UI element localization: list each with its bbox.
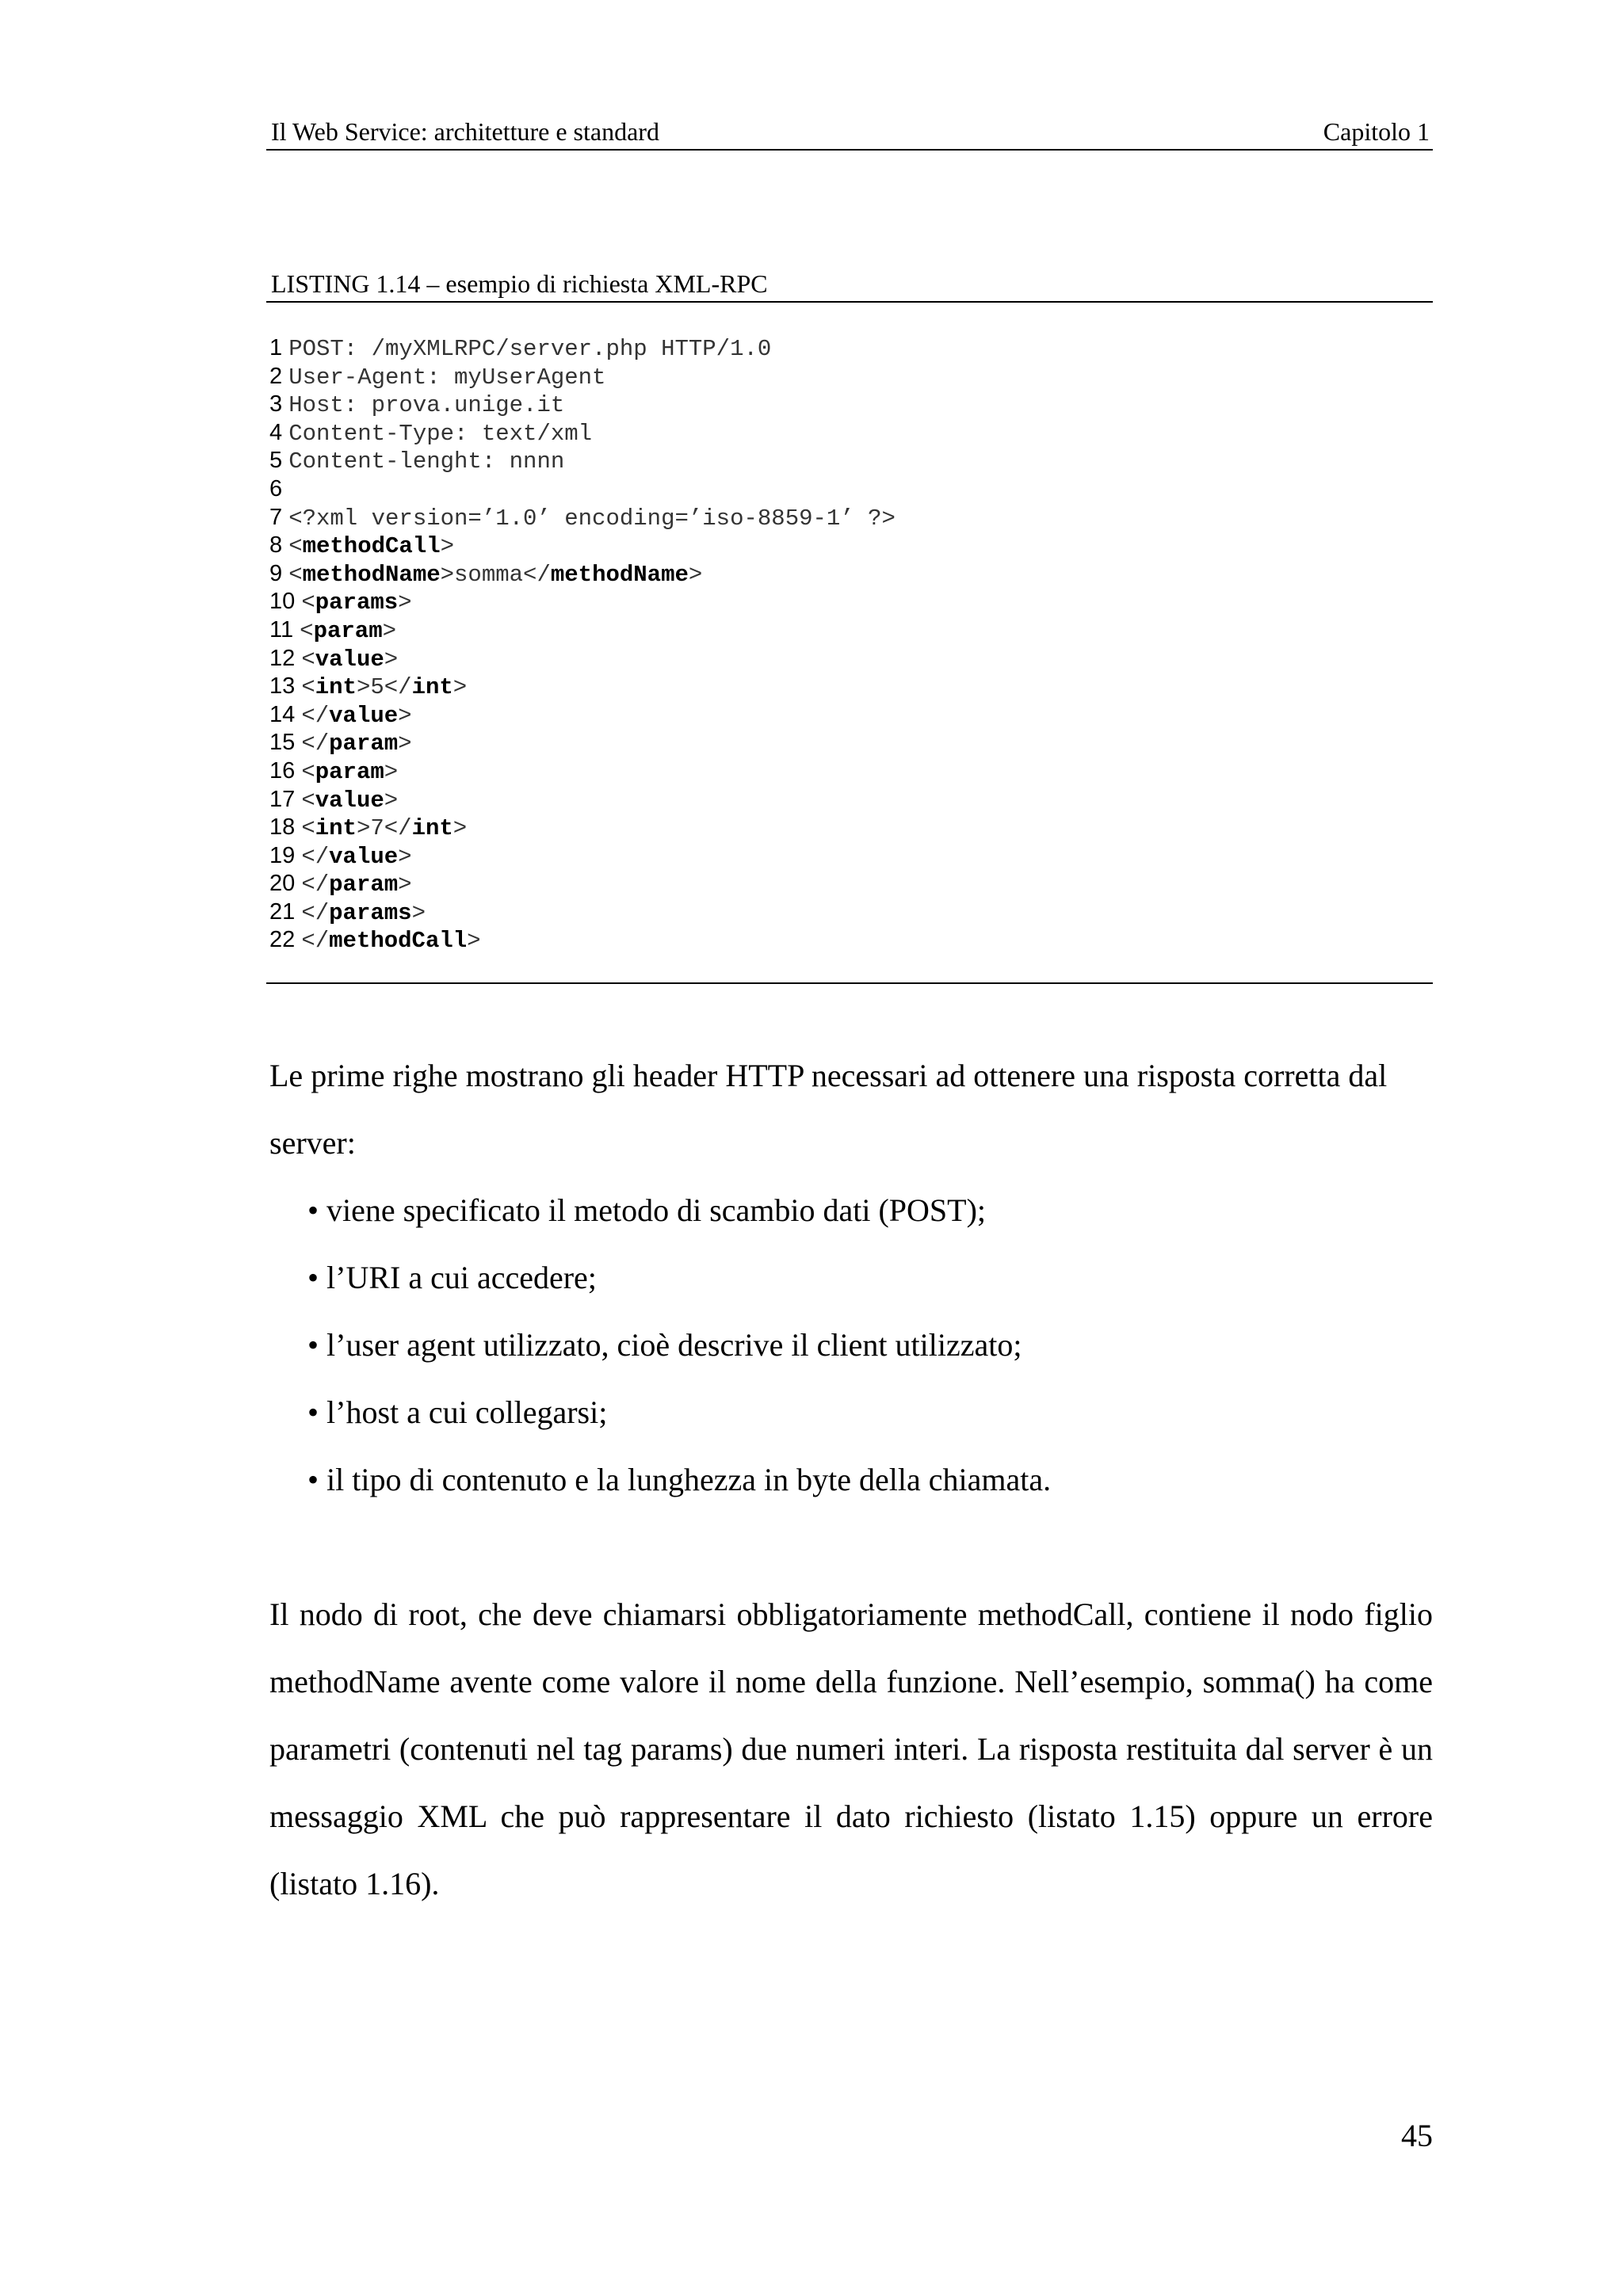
code-text: User-Agent: myUserAgent bbox=[288, 364, 606, 391]
code-line bbox=[269, 842, 1426, 871]
code-text: </params> bbox=[301, 899, 426, 926]
header-title: Il Web Service: architetture e standard bbox=[271, 117, 659, 146]
line-number: 12 bbox=[269, 645, 302, 671]
line-number: 19 bbox=[269, 842, 302, 868]
line-number: 10 bbox=[269, 589, 302, 615]
line-number: 7 bbox=[269, 504, 289, 530]
line-number: 6 bbox=[269, 475, 289, 502]
line-number: 17 bbox=[269, 786, 302, 812]
code-line bbox=[269, 391, 1426, 419]
bullet-item: • l’user agent utilizzato, cioè descrive il client utilizzato; bbox=[307, 1327, 1022, 1363]
code-text: <methodName>somma</methodName> bbox=[288, 561, 703, 588]
bullet-item: • l’URI a cui accedere; bbox=[307, 1260, 597, 1295]
code-text: </param> bbox=[301, 871, 412, 898]
code-text: <methodCall> bbox=[288, 533, 455, 560]
code-text: </methodCall> bbox=[301, 928, 481, 955]
bullet-item: • il tipo di contenuto e la lunghezza in byte della chiamata. bbox=[307, 1462, 1052, 1497]
code-line bbox=[269, 645, 1426, 673]
line-number: 5 bbox=[269, 448, 289, 474]
code-text: <param> bbox=[300, 617, 396, 644]
code-line bbox=[269, 926, 1426, 955]
code-text: <param> bbox=[301, 758, 399, 785]
line-number: 18 bbox=[269, 814, 302, 841]
code-line bbox=[269, 560, 1426, 589]
code-text: Host: prova.unige.it bbox=[288, 392, 565, 419]
running-header bbox=[266, 116, 1433, 151]
code-text: Content-lenght: nnnn bbox=[288, 448, 565, 475]
page-number: 45 bbox=[1401, 2118, 1433, 2153]
code-text: </value> bbox=[301, 843, 412, 870]
line-number: 21 bbox=[269, 898, 302, 925]
code-line bbox=[269, 757, 1426, 786]
code-line bbox=[269, 729, 1426, 757]
code-line bbox=[269, 363, 1426, 391]
code-line bbox=[269, 475, 1426, 504]
line-number: 1 bbox=[269, 335, 289, 360]
code-text: <int>7</int> bbox=[301, 815, 468, 842]
code-text: <value> bbox=[301, 646, 399, 673]
line-number: 22 bbox=[269, 927, 302, 953]
paragraph-intro: Le prime righe mostrano gli header HTTP necessari ad ottenere una risposta corretta dal server: bbox=[269, 1058, 1388, 1161]
code-line bbox=[269, 504, 1426, 532]
code-line bbox=[269, 419, 1426, 448]
code-line bbox=[269, 814, 1426, 842]
line-number: 4 bbox=[269, 419, 289, 445]
code-line bbox=[269, 870, 1426, 898]
bullet-list bbox=[307, 1177, 1051, 1513]
code-line bbox=[269, 447, 1426, 475]
line-number: 3 bbox=[269, 391, 289, 418]
bullet-item: • l’host a cui collegarsi; bbox=[307, 1394, 608, 1430]
code-line bbox=[269, 673, 1426, 701]
code-text: <value> bbox=[301, 787, 399, 814]
code-line bbox=[269, 898, 1426, 927]
header-chapter: Capitolo 1 bbox=[1323, 117, 1430, 146]
code-line bbox=[269, 786, 1426, 814]
bullet-item: • viene specificato il metodo di scambio dati (POST); bbox=[307, 1192, 987, 1228]
code-line bbox=[269, 701, 1426, 730]
listing-bottom-rule bbox=[266, 982, 1433, 984]
code-text: </value> bbox=[301, 702, 412, 729]
line-number: 2 bbox=[269, 363, 289, 389]
paragraph-root-node: Il nodo di root, che deve chiamarsi obbligatoriamente methodCall, contiene il nodo figlio methodName avente come valore il nome della funzione. Nell’esempio, somma() ha come parametri (contenuti nel tag params) due numeri interi. La risposta restituita dal server è un messaggio XML che può rappresentare il dato richiesto (listato 1.15) oppure un errore (listato 1.16). bbox=[269, 1596, 1433, 1901]
line-number: 13 bbox=[269, 673, 302, 700]
code-listing bbox=[269, 334, 1426, 955]
listing-title: LISTING 1.14 – esempio di richiesta XML-RPC bbox=[271, 269, 768, 298]
line-number: 11 bbox=[269, 616, 300, 643]
line-number: 9 bbox=[269, 560, 289, 586]
listing-caption bbox=[266, 268, 1433, 303]
code-text: <int>5</int> bbox=[301, 674, 468, 701]
code-text: <params> bbox=[301, 589, 412, 616]
code-line bbox=[269, 334, 1426, 363]
code-text: POST: /myXMLRPC/server.php HTTP/1.0 bbox=[288, 336, 772, 362]
line-number: 16 bbox=[269, 757, 302, 784]
code-text: Content-Type: text/xml bbox=[288, 420, 593, 447]
code-text: <?xml version=’1.0’ encoding=’iso-8859-1’ ?> bbox=[288, 505, 896, 532]
code-line bbox=[269, 616, 1426, 645]
code-text: </param> bbox=[301, 730, 412, 757]
code-line bbox=[269, 588, 1426, 616]
code-line bbox=[269, 532, 1426, 560]
line-number: 8 bbox=[269, 532, 289, 559]
line-number: 15 bbox=[269, 730, 302, 756]
line-number: 20 bbox=[269, 871, 302, 897]
line-number: 14 bbox=[269, 701, 302, 727]
